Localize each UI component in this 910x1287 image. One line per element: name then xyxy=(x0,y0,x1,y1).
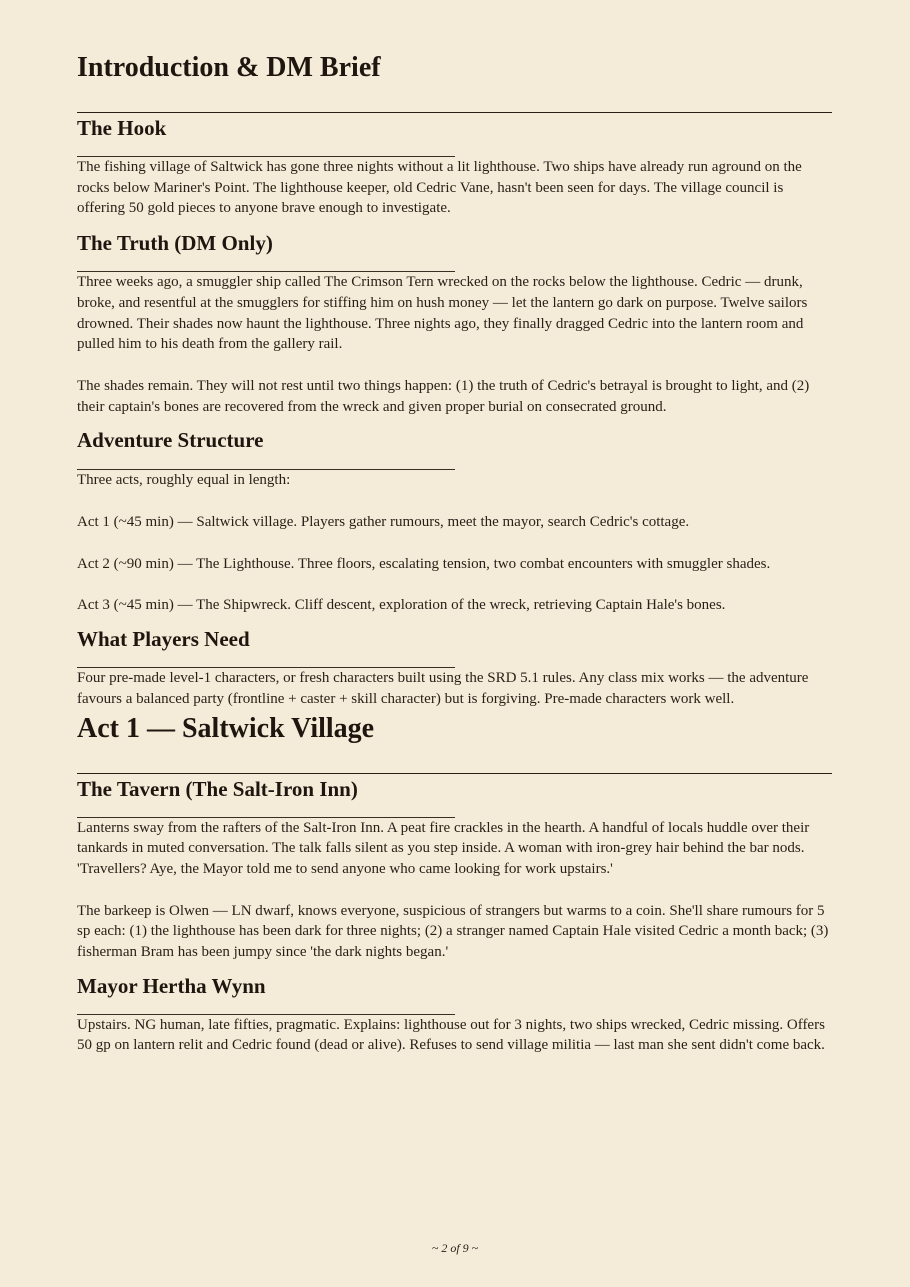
structure-act3-paragraph: Act 3 (~45 min) — The Shipwreck. Cliff descent, exploration of the wreck, retrieving Captain Hale's bones. xyxy=(77,597,726,614)
structure-act2-paragraph: Act 2 (~90 min) — The Lighthouse. Three floors, escalating tension, two combat encounters with smuggler shades. xyxy=(77,555,771,572)
section-heading-mayor: Mayor Hertha Wynn xyxy=(77,973,266,998)
tavern-paragraph-2: The barkeep is Olwen — LN dwarf, knows everyone, suspicious of strangers but warms to a coin. She'll share rumours for 5 sp each: (1) the lighthouse has been dark for three nights; (2) a stranger named Captain Hale visited Cedric a month back; (3) fisherman Bram has been jumpy since 'the dark nights began.' xyxy=(77,902,829,961)
section-heading-tavern: The Tavern (The Salt-Iron Inn) xyxy=(77,776,358,801)
chapter-title-act1: Act 1 — Saltwick Village xyxy=(77,711,832,774)
section-heading-players: What Players Need xyxy=(77,627,250,652)
structure-act1-paragraph: Act 1 (~45 min) — Saltwick village. Players gather rumours, meet the mayor, search Cedric's cottage. xyxy=(77,514,690,531)
truth-paragraph-2: The shades remain. They will not rest until two things happen: (1) the truth of Cedric's betrayal is brought to light, and (2) their captain's bones are recovered from the wreck and given proper burial on consecrated ground. xyxy=(77,377,810,415)
truth-paragraph-1: Three weeks ago, a smuggler ship called The Crimson Tern wrecked on the rocks below the lighthouse. Cedric — drunk, broke, and resentful at the smugglers for stiffing him on hush money — let the lantern go dark on purpose. Twelve sailors drowned. Their shades now haunt the lighthouse. Three nights ago, they finally dragged Cedric into the lantern room and pulled him to his death from the gallery rail. xyxy=(77,272,832,355)
players-paragraph: Four pre-made level-1 characters, or fresh characters built using the SRD 5.1 rules. Any class mix works — the adventure favours a balanced party (frontline + caster + skill character) but is forgiving. Pre-made characters work well. xyxy=(77,668,832,709)
section-heading-truth: The Truth (DM Only) xyxy=(77,231,273,256)
document-page xyxy=(77,50,832,1056)
section-heading-hook: The Hook xyxy=(77,116,167,140)
hook-paragraph: The fishing village of Saltwick has gone three nights without a lit lighthouse. Two ships have already run aground on the rocks below Mariner's Point. The lighthouse keeper, old Cedric Vane, hasn't been seen for days. The village council is offering 50 gold pieces to anyone brave enough to investigate. xyxy=(77,157,832,219)
page-number-footer: ~ 2 of 9 ~ xyxy=(431,1241,479,1255)
tavern-paragraph-1: Lanterns sway from the rafters of the Salt-Iron Inn. A peat fire crackles in the hearth. A handful of locals huddle over their tankards in muted conversation. The talk falls silent as you step inside. A woman with iron-grey hair behind the bar nods. 'Travellers? Aye, the Mayor told me to send anyone who came looking for work upstairs.' xyxy=(77,818,832,880)
structure-intro-paragraph: Three acts, roughly equal in length: xyxy=(77,470,832,491)
chapter-title-introduction: Introduction & DM Brief xyxy=(77,50,832,113)
section-heading-structure: Adventure Structure xyxy=(77,428,264,453)
mayor-paragraph: Upstairs. NG human, late fifties, pragmatic. Explains: lighthouse out for 3 nights, two ships wrecked, Cedric missing. Offers 50 gp on lantern relit and Cedric found (dead or alive). Refuses to send village militia — last man she sent didn't come back. xyxy=(77,1015,832,1056)
